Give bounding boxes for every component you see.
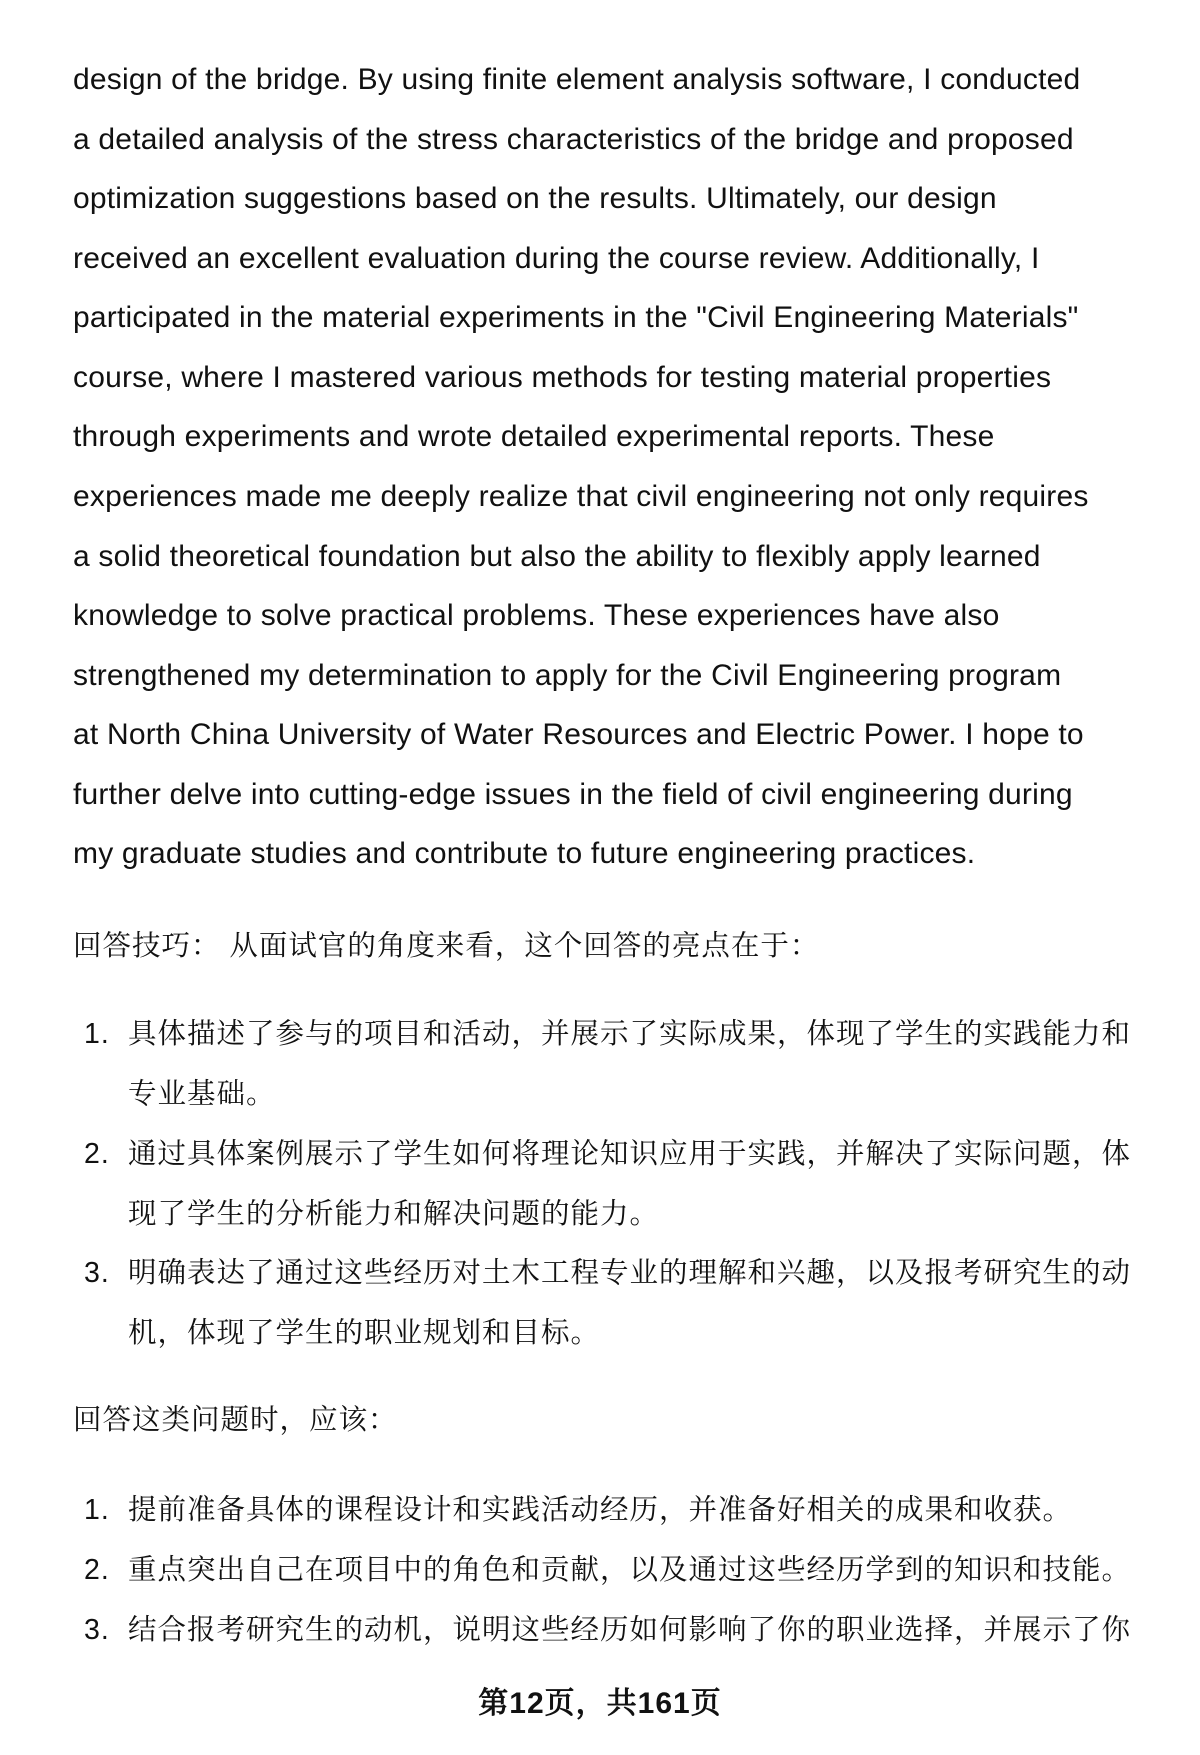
- body-line: at North China University of Water Resources and Electric Power. I hope to: [73, 718, 1084, 751]
- list-number: 3.: [84, 1614, 110, 1646]
- body-line: my graduate studies and contribute to future engineering practices.: [73, 837, 976, 870]
- list-number: 2.: [84, 1554, 110, 1586]
- body-line: a solid theoretical foundation but also the ability to flexibly apply learned: [73, 540, 1041, 573]
- page-number: 第12页，共161页: [478, 1687, 722, 1720]
- list-text: 重点突出自己在项目中的角色和贡献，以及通过这些经历学到的知识和技能。: [128, 1554, 1132, 1586]
- list-number: 1.: [84, 1018, 110, 1050]
- body-line: design of the bridge. By using finite element analysis software, I conducted: [73, 63, 1081, 96]
- list-text: 具体描述了参与的项目和活动，并展示了实际成果，体现了学生的实践能力和: [128, 1018, 1132, 1050]
- body-line: participated in the material experiments in the "Civil Engineering Materials": [73, 301, 1079, 334]
- list-text: 明确表达了通过这些经历对土木工程专业的理解和兴趣，以及报考研究生的动: [128, 1257, 1132, 1289]
- list-text: 专业基础。: [128, 1078, 276, 1110]
- body-line: further delve into cutting-edge issues in the field of civil engineering during: [73, 778, 1073, 811]
- body-line: optimization suggestions based on the results. Ultimately, our design: [73, 182, 997, 215]
- list-number: 2.: [84, 1138, 110, 1170]
- list-number: 3.: [84, 1257, 110, 1289]
- list-text: 提前准备具体的课程设计和实践活动经历，并准备好相关的成果和收获。: [128, 1494, 1073, 1526]
- body-line: strengthened my determination to apply for the Civil Engineering program: [73, 659, 1062, 692]
- list-text: 现了学生的分析能力和解决问题的能力。: [128, 1198, 660, 1230]
- list-text: 机，体现了学生的职业规划和目标。: [128, 1317, 601, 1349]
- list-text: 结合报考研究生的动机，说明这些经历如何影响了你的职业选择，并展示了你: [128, 1614, 1132, 1646]
- body-line: course, where I mastered various methods for testing material properties: [73, 361, 1052, 394]
- tips-heading: 回答技巧： 从面试官的角度来看，这个回答的亮点在于：: [73, 930, 820, 962]
- body-line: through experiments and wrote detailed experimental reports. These: [73, 420, 995, 453]
- body-line: experiences made me deeply realize that civil engineering not only requires: [73, 480, 1089, 513]
- list-number: 1.: [84, 1494, 110, 1526]
- body-line: a detailed analysis of the stress characteristics of the bridge and proposed: [73, 123, 1074, 156]
- list-text: 通过具体案例展示了学生如何将理论知识应用于实践，并解决了实际问题，体: [128, 1138, 1132, 1170]
- body-line: knowledge to solve practical problems. These experiences have also: [73, 599, 1000, 632]
- body-line: received an excellent evaluation during the course review. Additionally, I: [73, 242, 1040, 275]
- advice-heading: 回答这类问题时，应该：: [73, 1404, 398, 1436]
